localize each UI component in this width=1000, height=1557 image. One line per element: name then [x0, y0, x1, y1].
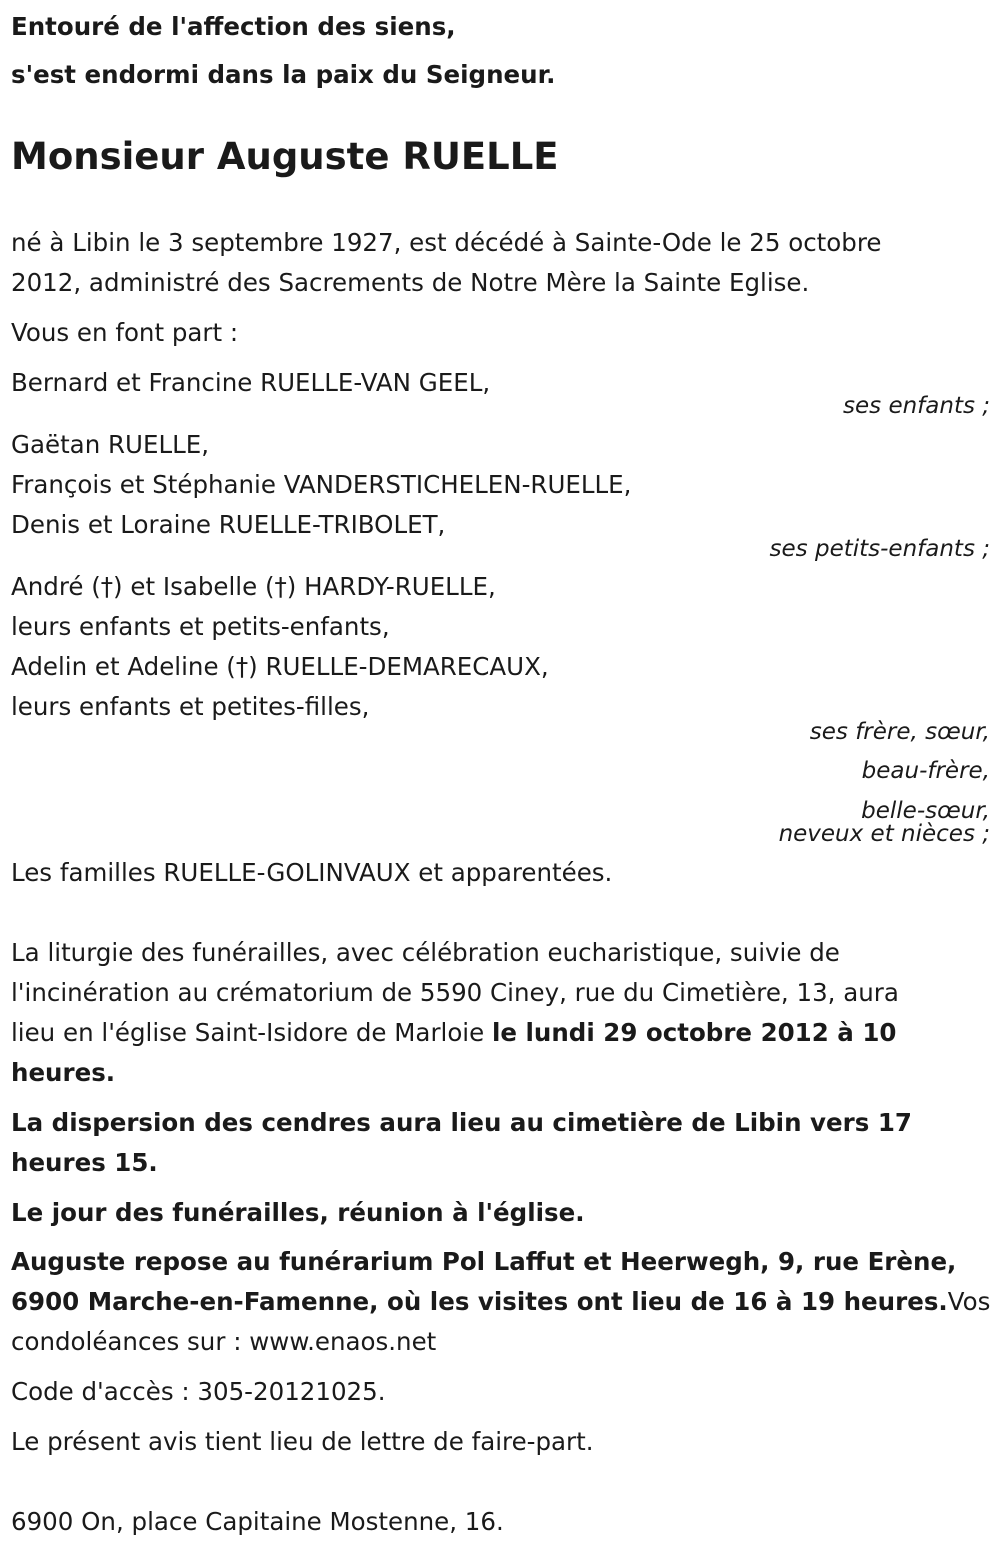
- funeral-line-2: l'incinération au crématorium de 5590 Ciney, rue du Cimetière, 13, aura: [11, 978, 899, 1007]
- funeral-line-4: heures.: [11, 1058, 116, 1087]
- grandchild-name-2: François et Stéphanie VANDERSTICHELEN-RUELLE,: [11, 470, 632, 499]
- rest-line-2-plain: Vos: [947, 1287, 991, 1316]
- siblings-relation-1: ses frère, sœur,: [809, 719, 990, 745]
- sibling-line-1: André (†) et Isabelle (†) HARDY-RUELLE,: [11, 572, 496, 601]
- rest-line-2: [11, 1287, 990, 1317]
- sibling-line-4: leurs enfants et petites-filles,: [11, 692, 370, 721]
- notice-text: Le présent avis tient lieu de lettre de faire-part.: [11, 1427, 594, 1456]
- access-code: Code d'accès : 305-20121025.: [11, 1377, 386, 1406]
- sibling-line-3: Adelin et Adeline (†) RUELLE-DEMARECAUX,: [11, 652, 549, 681]
- funeral-date: le lundi 29 octobre 2012 à 10: [491, 1018, 897, 1047]
- funeral-line-3: [11, 1018, 896, 1048]
- grandchild-name-3: Denis et Loraine RUELLE-TRIBOLET,: [11, 510, 446, 539]
- families-text: Les familles RUELLE-GOLINVAUX et apparentées.: [11, 858, 613, 887]
- announce-text: Vous en font part :: [11, 318, 239, 347]
- rest-line-1: Auguste repose au funérarium Pol Laffut et Heerwegh, 9, rue Erène,: [11, 1247, 957, 1276]
- grandchild-name-1: Gaëtan RUELLE,: [11, 430, 210, 459]
- rest-line-2-bold: 6900 Marche-en-Famenne, où les visites ont lieu de 16 à 19 heures.: [11, 1287, 948, 1316]
- children-relation: ses enfants ;: [843, 393, 990, 419]
- funeral-line-3-plain: lieu en l'église Saint-Isidore de Marloie: [11, 1018, 492, 1047]
- intro-line-1: Entouré de l'affection des siens,: [11, 12, 456, 41]
- dispersion-line-2: heures 15.: [11, 1148, 158, 1177]
- siblings-relation-4: neveux et nièces ;: [778, 821, 990, 847]
- sibling-line-2: leurs enfants et petits-enfants,: [11, 612, 390, 641]
- grandchildren-relation: ses petits-enfants ;: [769, 536, 990, 562]
- dispersion-line-1: La dispersion des cendres aura lieu au cimetière de Libin vers 17: [11, 1108, 912, 1137]
- condolences-link-line[interactable]: condoléances sur : www.enaos.net: [11, 1327, 437, 1356]
- intro-line-2: s'est endormi dans la paix du Seigneur.: [11, 60, 556, 89]
- siblings-relation-3: belle-sœur,: [861, 798, 990, 824]
- funeral-line-1: La liturgie des funérailles, avec célébration eucharistique, suivie de: [11, 938, 840, 967]
- address-text: 6900 On, place Capitaine Mostenne, 16.: [11, 1507, 504, 1536]
- biography-line-1: né à Libin le 3 septembre 1927, est décédé à Sainte-Ode le 25 octobre: [11, 228, 882, 257]
- biography-line-2: 2012, administré des Sacrements de Notre Mère la Sainte Eglise.: [11, 268, 810, 297]
- meeting-text: Le jour des funérailles, réunion à l'église.: [11, 1198, 585, 1227]
- children-name: Bernard et Francine RUELLE-VAN GEEL,: [11, 368, 491, 397]
- deceased-name: Monsieur Auguste RUELLE: [11, 135, 559, 178]
- siblings-relation-2: beau-frère,: [861, 758, 990, 784]
